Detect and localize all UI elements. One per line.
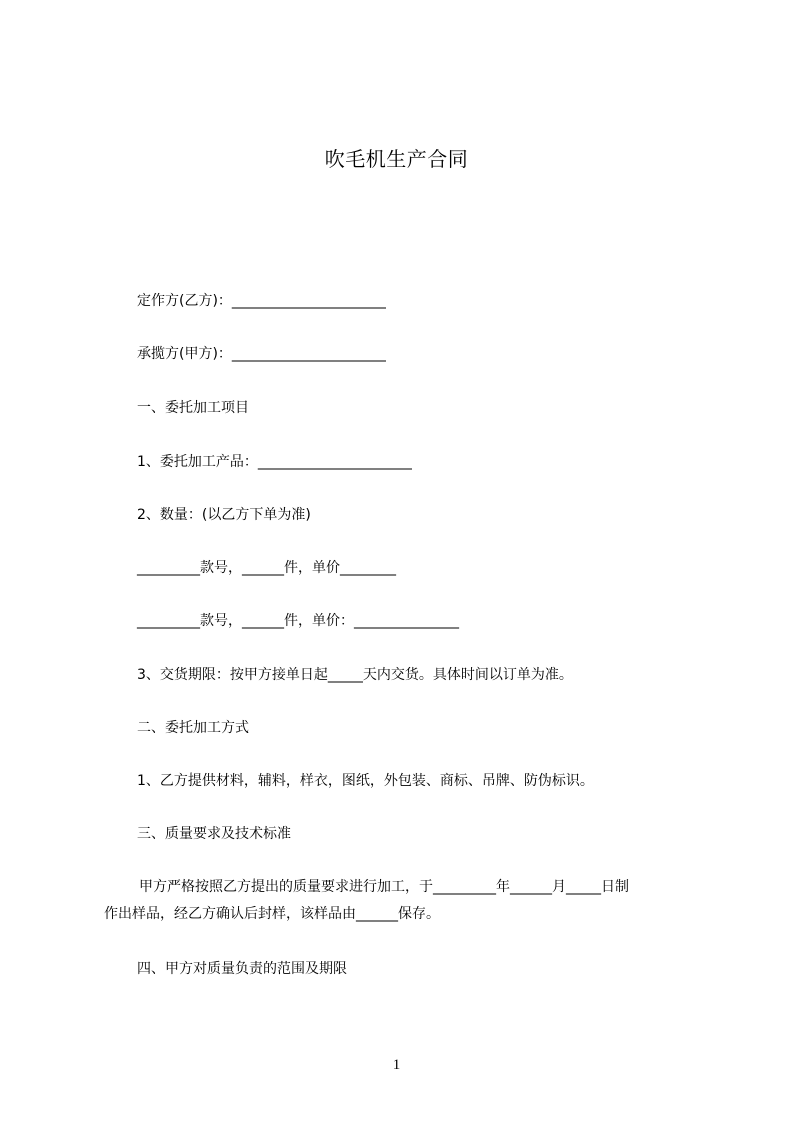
section-heading-2: 二、委托加工方式	[137, 720, 249, 736]
clause-2-1: 1、乙方提供材料，辅料，样衣，图纸，外包装、商标、吊牌、防伪标识。	[137, 773, 594, 789]
section-heading-1: 一、委托加工项目	[137, 400, 249, 416]
quantity-row-2: _________款号，______件，单价：_______________	[137, 613, 459, 629]
section-heading-4: 四、甲方对质量负责的范围及期限	[137, 961, 347, 977]
quality-paragraph-line-2: 作出样品，经乙方确认后封样，该样品由______保存。	[104, 906, 440, 922]
clause-1-2: 2、数量：(以乙方下单为准)	[137, 507, 311, 523]
section-heading-3: 三、质量要求及技术标准	[137, 826, 291, 842]
party-b-line: 定作方(乙方)：______________________	[137, 293, 386, 309]
page-number: 1	[392, 1057, 401, 1073]
clause-1-1: 1、委托加工产品：______________________	[137, 454, 412, 470]
document-title: 吹毛机生产合同	[324, 147, 469, 171]
clause-1-3: 3、交货期限：按甲方接单日起_____天内交货。具体时间以订单为准。	[137, 667, 573, 683]
quality-paragraph	[104, 874, 704, 928]
party-a-line: 承揽方(甲方)：______________________	[137, 346, 386, 362]
quality-paragraph-line-1: 甲方严格按照乙方提出的质量要求进行加工，于_________年______月_____日制	[139, 879, 629, 895]
quantity-row-1: _________款号，______件，单价________	[137, 560, 396, 576]
